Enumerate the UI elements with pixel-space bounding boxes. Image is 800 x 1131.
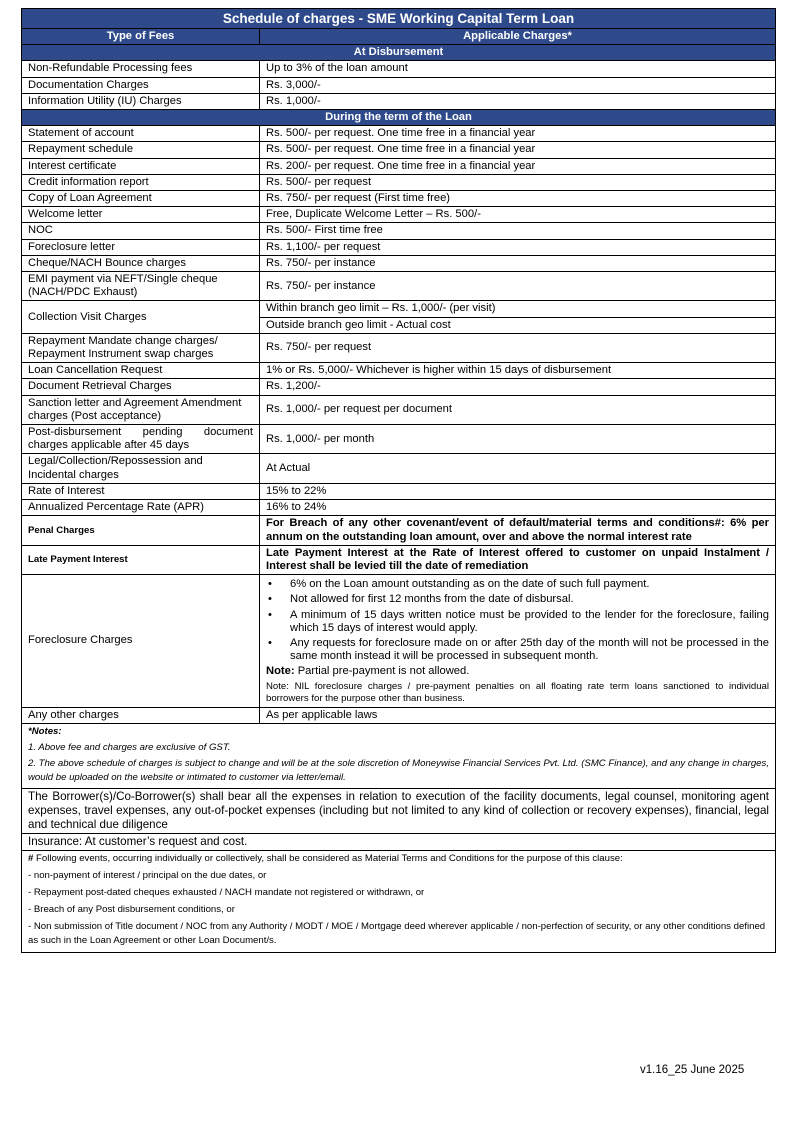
table-row — [22, 363, 776, 379]
column-header-type: Type of Fees — [22, 29, 260, 45]
fee-type: Interest certificate — [22, 158, 260, 174]
foreclosure-note — [266, 665, 769, 678]
fee-type: Sanction letter and Agreement Amendment charges (Post acceptance) — [22, 395, 260, 424]
table-row — [22, 379, 776, 395]
hash-marker: # — [28, 852, 34, 864]
notes-heading: *Notes: — [28, 725, 62, 737]
table-row — [22, 301, 776, 317]
section-heading-disbursement: At Disbursement — [22, 45, 776, 61]
table-row — [22, 272, 776, 301]
note-item: 1. Above fee and charges are exclusive of GST. — [28, 741, 231, 753]
fee-charge: Rs. 500/- per request — [260, 174, 776, 190]
fee-type: Welcome letter — [22, 207, 260, 223]
fee-charge: Rs. 1,000/- per request per document — [260, 395, 776, 424]
fee-charge: Within branch geo limit – Rs. 1,000/- (per visit) — [260, 301, 776, 317]
fee-charge: 16% to 24% — [260, 500, 776, 516]
list-item: • 6% on the Loan amount outstanding as on the date of such full payment. — [290, 578, 769, 591]
fee-type-penal: Penal Charges — [22, 516, 260, 545]
expenses-row — [22, 788, 776, 833]
material-events-section — [22, 850, 776, 952]
fee-charge: Rs. 200/- per request. One time free in a financial year — [260, 158, 776, 174]
fee-charge: At Actual — [260, 454, 776, 483]
section-header-row — [22, 110, 776, 126]
table-row — [22, 575, 776, 707]
table-row — [22, 425, 776, 454]
fee-type: Document Retrieval Charges — [22, 379, 260, 395]
fee-charge: Outside branch geo limit - Actual cost — [260, 317, 776, 333]
fee-charge: Rs. 1,000/- per month — [260, 425, 776, 454]
fee-type: Post-disbursement pending document charges applicable after 45 days — [22, 425, 260, 454]
fee-charge: Rs. 750/- per request — [260, 333, 776, 362]
fee-charge: As per applicable laws — [260, 707, 776, 723]
fee-type: Annualized Percentage Rate (APR) — [22, 500, 260, 516]
column-header-charges: Applicable Charges* — [260, 29, 776, 45]
table-row — [22, 255, 776, 271]
fee-charge: Up to 3% of the loan amount — [260, 61, 776, 77]
foreclosure-list — [266, 578, 769, 663]
schedule-of-charges-table — [21, 8, 776, 953]
table-row — [22, 239, 776, 255]
fee-type: Repayment schedule — [22, 142, 260, 158]
table-row — [22, 191, 776, 207]
table-row — [22, 158, 776, 174]
column-header-row — [22, 29, 776, 45]
table-row — [22, 93, 776, 109]
table-row — [22, 545, 776, 574]
fee-type: Legal/Collection/Repossession and Incidental charges — [22, 454, 260, 483]
fee-type: Statement of account — [22, 126, 260, 142]
fee-type: EMI payment via NEFT/Single cheque (NACH/PDC Exhaust) — [22, 272, 260, 301]
foreclosure-small-note: Note: NIL foreclosure charges / pre-payment penalties on all floating rate term loans sanctioned to individual borrowers for the purpose other than business. — [266, 680, 769, 704]
section-heading-term: During the term of the Loan — [22, 110, 776, 126]
fee-type: Non-Refundable Processing fees — [22, 61, 260, 77]
fee-type: NOC — [22, 223, 260, 239]
note-item: 2. The above schedule of charges is subject to change and will be at the sole discretion of Moneywise Financial Services Pvt. Ltd. (SMC Finance), and any change in charges, would be uploaded on the website or intimated to customer via letter/email. — [28, 757, 769, 783]
notes-section — [22, 723, 776, 788]
table-row — [22, 174, 776, 190]
section-header-row — [22, 45, 776, 61]
version-label: v1.16_25 June 2025 — [640, 1064, 745, 1076]
fee-charge: 15% to 22% — [260, 483, 776, 499]
list-item: • Not allowed for first 12 months from the date of disbursal. — [290, 593, 769, 606]
fee-charge: Rs. 500/- per request. One time free in a financial year — [260, 126, 776, 142]
events-intro — [28, 852, 769, 866]
fee-type-late-payment: Late Payment Interest — [22, 545, 260, 574]
note-label: Note: — [266, 665, 295, 678]
list-item: - Breach of any Post disbursement conditions, or — [28, 903, 235, 915]
fee-type: Foreclosure letter — [22, 239, 260, 255]
fee-charge: Rs. 3,000/- — [260, 77, 776, 93]
table-title: Schedule of charges - SME Working Capital Term Loan — [22, 9, 776, 29]
fee-type-foreclosure: Foreclosure Charges — [22, 575, 260, 707]
fee-charge: Rs. 750/- per instance — [260, 272, 776, 301]
list-item: • Any requests for foreclosure made on or after 25th day of the month will not be processed in the same month instead it will be processed in subsequent month. — [290, 637, 769, 663]
table-row — [22, 395, 776, 424]
fee-type: Copy of Loan Agreement — [22, 191, 260, 207]
borrower-expenses: The Borrower(s)/Co-Borrower(s) shall bear all the expenses in relation to execution of the facility documents, legal counsel, monitoring agent expenses, travel expenses, any out-of-pocket expenses (including but not limited to any kind of collection or recovery expenses), financial, legal and technical due diligence — [22, 788, 776, 833]
foreclosure-details — [260, 575, 776, 707]
table-row — [22, 500, 776, 516]
fee-charge: Free, Duplicate Welcome Letter – Rs. 500/- — [260, 207, 776, 223]
list-item: - Non submission of Title document / NOC from any Authority / MODT / MOE / Mortgage deed wherever applicable / non-perfection of security, or any other conditions defined as such in the Loan Agreement or other Loan Document/s. — [28, 920, 766, 946]
table-row — [22, 61, 776, 77]
table-row — [22, 142, 776, 158]
fee-charge-late-payment: Late Payment Interest at the Rate of Interest offered to customer on unpaid Instalment / Interest shall be levied till the date of remediation — [260, 545, 776, 574]
insurance-row — [22, 833, 776, 850]
table-title-row — [22, 9, 776, 29]
table-row — [22, 333, 776, 362]
table-row — [22, 126, 776, 142]
note-text: Partial pre-payment is not allowed. — [294, 665, 470, 678]
fee-type: Loan Cancellation Request — [22, 363, 260, 379]
fee-type: Repayment Mandate change charges/ Repayment Instrument swap charges — [22, 333, 260, 362]
table-row — [22, 207, 776, 223]
events-intro-text: Following events, occurring individually or collectively, shall be considered as Material Terms and Conditions for the purpose of this clause: — [33, 852, 623, 864]
fee-type: Cheque/NACH Bounce charges — [22, 255, 260, 271]
fee-charge: Rs. 750/- per instance — [260, 255, 776, 271]
table-row — [22, 483, 776, 499]
fee-type: Documentation Charges — [22, 77, 260, 93]
fee-type: Any other charges — [22, 707, 260, 723]
fee-charge: Rs. 1,200/- — [260, 379, 776, 395]
fee-charge: Rs. 1,000/- — [260, 93, 776, 109]
list-item: - Repayment post-dated cheques exhausted / NACH mandate not registered or withdrawn, or — [28, 886, 425, 898]
insurance-text: Insurance: At customer’s request and cost. — [22, 833, 776, 850]
list-item: • A minimum of 15 days written notice must be provided to the lender for the foreclosure, failing which 15 days of interest would apply. — [290, 609, 769, 635]
table-row — [22, 516, 776, 545]
list-item: - non-payment of interest / principal on the due dates, or — [28, 869, 267, 881]
fee-charge: Rs. 1,100/- per request — [260, 239, 776, 255]
fee-type: Collection Visit Charges — [22, 301, 260, 333]
fee-charge: Rs. 750/- per request (First time free) — [260, 191, 776, 207]
table-row — [22, 707, 776, 723]
charges-document — [21, 8, 775, 953]
table-row — [22, 223, 776, 239]
notes-row — [22, 723, 776, 788]
table-row — [22, 77, 776, 93]
fee-type: Rate of Interest — [22, 483, 260, 499]
fee-type: Information Utility (IU) Charges — [22, 93, 260, 109]
fee-charge: Rs. 500/- First time free — [260, 223, 776, 239]
fee-charge: Rs. 500/- per request. One time free in a financial year — [260, 142, 776, 158]
table-row — [22, 454, 776, 483]
events-row — [22, 850, 776, 952]
fee-charge: 1% or Rs. 5,000/- Whichever is higher within 15 days of disbursement — [260, 363, 776, 379]
fee-charge-penal: For Breach of any other covenant/event of default/material terms and conditions#: 6% per annum on the outstanding loan amount, over and above the normal interest rate — [260, 516, 776, 545]
fee-type: Credit information report — [22, 174, 260, 190]
